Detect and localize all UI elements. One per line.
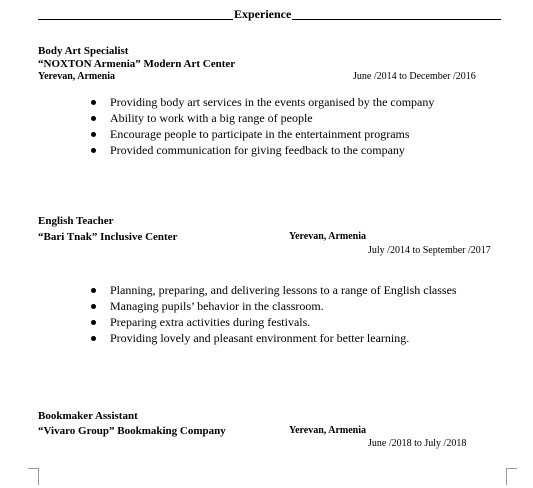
job-duties-list <box>86 94 434 158</box>
company-name: “NOXTON Armenia” Modern Art Center <box>38 58 236 70</box>
list-item: Preparing extra activities during festivals. <box>86 314 457 330</box>
heading-rule-left <box>38 19 233 20</box>
margin-corner-left <box>28 468 39 485</box>
job-company <box>38 58 235 70</box>
list-item: Managing pupils’ behavior in the classroom. <box>86 298 457 314</box>
job-title: Bookmaker Assistant <box>38 410 138 422</box>
job-location: Yerevan, Armenia <box>289 425 367 436</box>
job-location: Yerevan, Armenia <box>38 71 116 82</box>
job-company: “Bari Tnak” Inclusive Center <box>38 231 178 243</box>
section-heading: Experience <box>234 7 292 21</box>
list-item: Encourage people to participate in the entertainment programs <box>86 126 434 142</box>
list-item: Planning, preparing, and delivering lessons to a range of English classes <box>86 282 457 298</box>
list-item: Providing lovely and pleasant environment for better learning. <box>86 330 457 346</box>
job-company: “Vivaro Group” Bookmaking Company <box>38 425 226 437</box>
job-duties-list <box>86 282 457 346</box>
heading-rule-right <box>292 19 501 20</box>
list-item: Providing body art services in the events organised by the company <box>86 94 434 110</box>
job-dates: June /2018 to July /2018 <box>368 438 467 449</box>
job-dates: June /2014 to December /2016 <box>353 71 476 82</box>
job-title: English Teacher <box>38 215 114 227</box>
list-item: Ability to work with a big range of people <box>86 110 434 126</box>
job-title: Body Art Specialist <box>38 45 129 57</box>
job-location: Yerevan, Armenia <box>289 231 367 242</box>
job-dates: July /2014 to September /2017 <box>368 245 491 256</box>
list-item: Provided communication for giving feedback to the company <box>86 142 434 158</box>
margin-corner-right <box>506 468 517 485</box>
